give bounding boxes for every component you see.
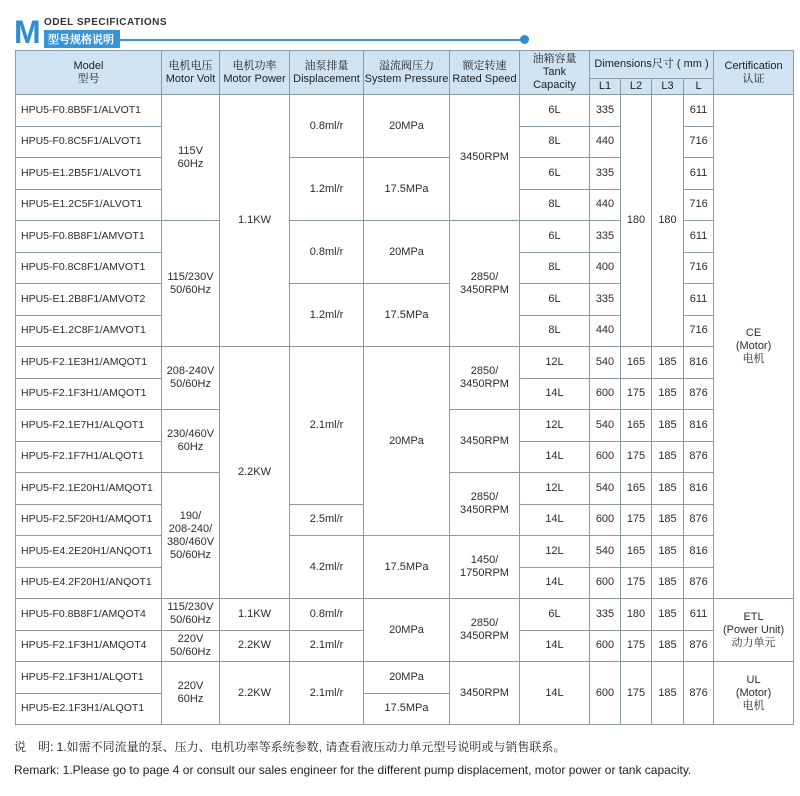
pressure-cell: 20MPa (364, 95, 450, 158)
model-cell: HPU5-F2.1F7H1/ALQOT1 (16, 441, 162, 473)
table-row (16, 662, 794, 694)
tank-cell: 14L (520, 504, 590, 536)
l1-cell: 335 (590, 221, 621, 253)
pressure-cell: 20MPa (364, 221, 450, 284)
pressure-cell: 20MPa (364, 347, 450, 536)
speed-cell: 1450/ 1750RPM (450, 536, 520, 599)
l2-cell: 175 (621, 567, 652, 599)
volt-cell: 190/ 208-240/ 380/460V 50/60Hz (162, 473, 220, 599)
l1-cell: 600 (590, 441, 621, 473)
pressure-cell: 17.5MPa (364, 693, 450, 725)
displacement-cell: 1.2ml/r (290, 158, 364, 221)
col-speed: 额定转速 Rated Speed (450, 51, 520, 95)
l2-cell: 180 (621, 599, 652, 631)
tank-cell: 6L (520, 221, 590, 253)
cert-cell: ETL (Power Unit) 动力单元 (714, 599, 794, 662)
header-big-letter: M (14, 14, 41, 50)
tank-cell: 8L (520, 315, 590, 347)
model-cell: HPU5-F2.1E3H1/AMQOT1 (16, 347, 162, 379)
model-cell: HPU5-F0.8B8F1/AMVOT1 (16, 221, 162, 253)
tank-cell: 14L (520, 441, 590, 473)
model-cell: HPU5-F2.1F3H1/AMQOT1 (16, 378, 162, 410)
l1-cell: 335 (590, 158, 621, 190)
l3-cell: 185 (652, 567, 684, 599)
tank-cell: 12L (520, 536, 590, 568)
volt-cell: 115/230V 50/60Hz (162, 599, 220, 631)
l3-cell: 180 (652, 95, 684, 347)
l-cell: 816 (684, 410, 714, 442)
l-cell: 611 (684, 95, 714, 127)
pressure-cell: 20MPa (364, 599, 450, 662)
tank-cell: 12L (520, 410, 590, 442)
tank-cell: 14L (520, 378, 590, 410)
col-tank: 油箱容量 Tank Capacity (520, 51, 590, 95)
l3-cell: 185 (652, 347, 684, 379)
volt-cell: 115V 60Hz (162, 95, 220, 221)
header-rule (114, 39, 522, 41)
l2-cell: 165 (621, 347, 652, 379)
l-cell: 611 (684, 158, 714, 190)
l1-cell: 400 (590, 252, 621, 284)
pressure-cell: 17.5MPa (364, 284, 450, 347)
tank-cell: 14L (520, 567, 590, 599)
col-l3: L3 (652, 79, 684, 95)
spec-table (15, 50, 794, 725)
l-cell: 816 (684, 536, 714, 568)
l3-cell: 185 (652, 630, 684, 662)
l3-cell: 185 (652, 410, 684, 442)
header-title-en: ODEL SPECIFICATIONS (44, 17, 168, 28)
l1-cell: 600 (590, 378, 621, 410)
l1-cell: 600 (590, 567, 621, 599)
l-cell: 876 (684, 662, 714, 725)
displacement-cell: 2.5ml/r (290, 504, 364, 536)
l-cell: 876 (684, 378, 714, 410)
l1-cell: 335 (590, 284, 621, 316)
model-cell: HPU5-F0.8C5F1/ALVOT1 (16, 126, 162, 158)
displacement-cell: 0.8ml/r (290, 95, 364, 158)
model-cell: HPU5-F2.1E20H1/AMQOT1 (16, 473, 162, 505)
table-row (16, 536, 794, 568)
l-cell: 816 (684, 347, 714, 379)
model-cell: HPU5-E4.2F20H1/ANQOT1 (16, 567, 162, 599)
model-cell: HPU5-E1.2C5F1/ALVOT1 (16, 189, 162, 221)
volt-cell: 230/460V 60Hz (162, 410, 220, 473)
speed-cell: 3450RPM (450, 410, 520, 473)
table-row (16, 95, 794, 127)
l1-cell: 600 (590, 630, 621, 662)
volt-cell: 208-240V 50/60Hz (162, 347, 220, 410)
col-pressure: 溢流阀压力 System Pressure (364, 51, 450, 95)
displacement-cell: 2.1ml/r (290, 630, 364, 662)
l-cell: 816 (684, 473, 714, 505)
col-dimensions: Dimensions尺寸 ( mm ) (590, 51, 714, 79)
l-cell: 876 (684, 441, 714, 473)
speed-cell: 2850/ 3450RPM (450, 221, 520, 347)
l1-cell: 540 (590, 473, 621, 505)
l3-cell: 185 (652, 599, 684, 631)
speed-cell: 2850/ 3450RPM (450, 599, 520, 662)
volt-cell: 220V 60Hz (162, 662, 220, 725)
l2-cell: 180 (621, 95, 652, 347)
l-cell: 876 (684, 630, 714, 662)
l-cell: 611 (684, 284, 714, 316)
l2-cell: 175 (621, 662, 652, 725)
table-row (16, 347, 794, 379)
speed-cell: 2850/ 3450RPM (450, 347, 520, 410)
tank-cell: 8L (520, 126, 590, 158)
tank-cell: 6L (520, 284, 590, 316)
tank-cell: 6L (520, 158, 590, 190)
cert-cell: UL (Motor) 电机 (714, 662, 794, 725)
l1-cell: 440 (590, 126, 621, 158)
l1-cell: 600 (590, 504, 621, 536)
l2-cell: 175 (621, 630, 652, 662)
l1-cell: 440 (590, 189, 621, 221)
l-cell: 716 (684, 252, 714, 284)
model-cell: HPU5-F2.1F3H1/AMQOT4 (16, 630, 162, 662)
l2-cell: 175 (621, 504, 652, 536)
l-cell: 716 (684, 189, 714, 221)
l-cell: 716 (684, 315, 714, 347)
l1-cell: 440 (590, 315, 621, 347)
l1-cell: 335 (590, 95, 621, 127)
power-cell: 2.2KW (220, 662, 290, 725)
power-cell: 2.2KW (220, 347, 290, 599)
col-certification: Certification 认证 (714, 51, 794, 95)
l-cell: 876 (684, 504, 714, 536)
header-title-cn: 型号规格说明 (44, 30, 120, 48)
displacement-cell: 4.2ml/r (290, 536, 364, 599)
tank-cell: 14L (520, 662, 590, 725)
section-header (14, 12, 544, 50)
pressure-cell: 17.5MPa (364, 536, 450, 599)
power-cell: 2.2KW (220, 630, 290, 662)
l3-cell: 185 (652, 536, 684, 568)
pressure-cell: 17.5MPa (364, 158, 450, 221)
model-cell: HPU5-F0.8C8F1/AMVOT1 (16, 252, 162, 284)
tank-cell: 12L (520, 473, 590, 505)
header-rule-dot (520, 35, 529, 44)
volt-cell: 220V 50/60Hz (162, 630, 220, 662)
l-cell: 716 (684, 126, 714, 158)
power-cell: 1.1KW (220, 599, 290, 631)
col-volt: 电机电压 Motor Volt (162, 51, 220, 95)
col-l1: L1 (590, 79, 621, 95)
col-model: Model 型号 (16, 51, 162, 95)
l2-cell: 165 (621, 473, 652, 505)
l2-cell: 175 (621, 441, 652, 473)
displacement-cell: 1.2ml/r (290, 284, 364, 347)
l3-cell: 185 (652, 662, 684, 725)
l-cell: 876 (684, 567, 714, 599)
table-row (16, 599, 794, 631)
l1-cell: 600 (590, 662, 621, 725)
l-cell: 611 (684, 599, 714, 631)
model-cell: HPU5-E1.2C8F1/AMVOT1 (16, 315, 162, 347)
displacement-cell: 2.1ml/r (290, 347, 364, 505)
tank-cell: 6L (520, 95, 590, 127)
model-cell: HPU5-E4.2E20H1/ANQOT1 (16, 536, 162, 568)
model-cell: HPU5-F0.8B8F1/AMQOT4 (16, 599, 162, 631)
displacement-cell: 2.1ml/r (290, 662, 364, 725)
tank-cell: 6L (520, 599, 590, 631)
speed-cell: 3450RPM (450, 95, 520, 221)
l1-cell: 540 (590, 347, 621, 379)
model-cell: HPU5-F2.5F20H1/AMQOT1 (16, 504, 162, 536)
l2-cell: 165 (621, 536, 652, 568)
l3-cell: 185 (652, 473, 684, 505)
speed-cell: 2850/ 3450RPM (450, 473, 520, 536)
l3-cell: 185 (652, 378, 684, 410)
note-en: Remark: 1.Please go to page 4 or consult our sales engineer for the different pump displacement, motor power or tank capacity. (14, 763, 692, 777)
note-cn: 说 明: 1.如需不同流量的泵、压力、电机功率等系统参数, 请查看液压动力单元型号说明或与销售联系。 (14, 740, 566, 754)
tank-cell: 8L (520, 189, 590, 221)
displacement-cell: 0.8ml/r (290, 221, 364, 284)
l2-cell: 165 (621, 410, 652, 442)
tank-cell: 8L (520, 252, 590, 284)
displacement-cell: 0.8ml/r (290, 599, 364, 631)
col-power: 电机功率 Motor Power (220, 51, 290, 95)
tank-cell: 14L (520, 630, 590, 662)
l3-cell: 185 (652, 504, 684, 536)
speed-cell: 3450RPM (450, 662, 520, 725)
l3-cell: 185 (652, 441, 684, 473)
model-cell: HPU5-E2.1F3H1/ALQOT1 (16, 693, 162, 725)
tank-cell: 12L (520, 347, 590, 379)
cert-cell: CE (Motor) 电机 (714, 95, 794, 599)
l1-cell: 540 (590, 410, 621, 442)
volt-cell: 115/230V 50/60Hz (162, 221, 220, 347)
l1-cell: 540 (590, 536, 621, 568)
pressure-cell: 20MPa (364, 662, 450, 694)
col-l2: L2 (621, 79, 652, 95)
l-cell: 611 (684, 221, 714, 253)
model-cell: HPU5-E1.2B5F1/ALVOT1 (16, 158, 162, 190)
l1-cell: 335 (590, 599, 621, 631)
l2-cell: 175 (621, 378, 652, 410)
power-cell: 1.1KW (220, 95, 290, 347)
model-cell: HPU5-F2.1E7H1/ALQOT1 (16, 410, 162, 442)
col-displacement: 油泵排量 Displacement (290, 51, 364, 95)
col-l: L (684, 79, 714, 95)
model-cell: HPU5-F2.1F3H1/ALQOT1 (16, 662, 162, 694)
model-cell: HPU5-E1.2B8F1/AMVOT2 (16, 284, 162, 316)
model-cell: HPU5-F0.8B5F1/ALVOT1 (16, 95, 162, 127)
